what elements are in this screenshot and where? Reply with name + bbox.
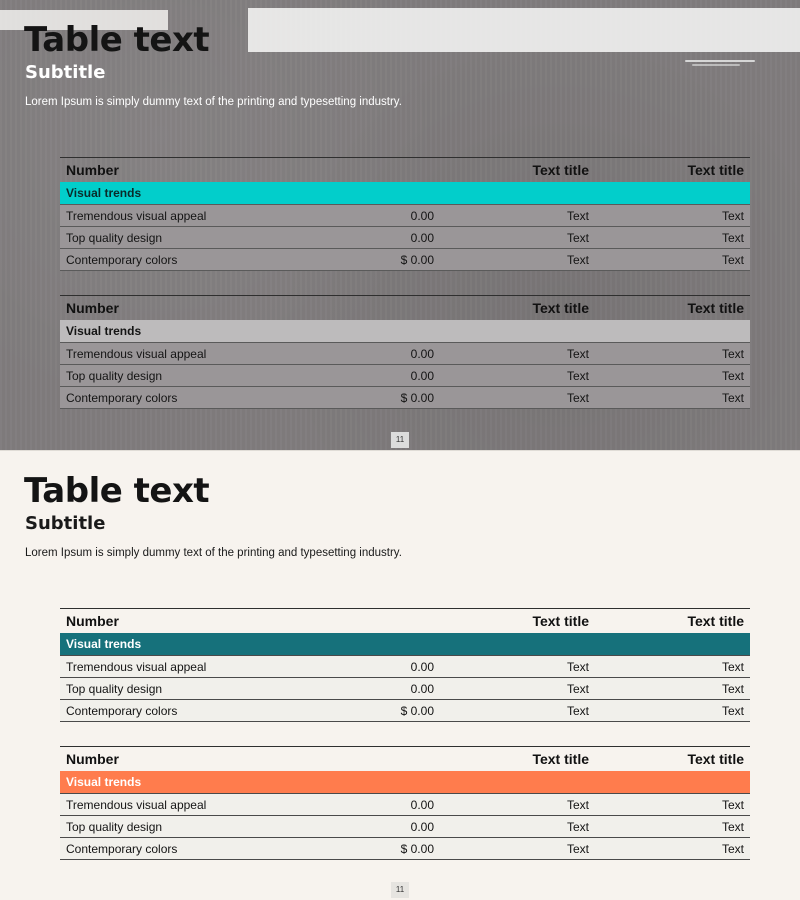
row-label: Top quality design [60,227,340,249]
table-header-row [60,158,750,183]
table-group-row [60,633,750,656]
data-table [60,157,750,271]
row-text: Text [595,816,750,838]
page-number: 11 [391,432,409,448]
row-text: Text [440,700,595,722]
row-text: Text [440,678,595,700]
row-text: Text [595,365,750,387]
column-header-number: Number [66,751,119,767]
row-text: Text [440,838,595,860]
brush-stroke-decoration [692,64,740,66]
row-label: Contemporary colors [60,387,340,409]
table-row [60,678,750,700]
table-group-row [60,320,750,343]
row-label: Top quality design [60,816,340,838]
row-value: $ 0.00 [340,249,440,271]
column-header-value [340,747,440,772]
row-label: Tremendous visual appeal [60,794,340,816]
slide-subtitle: Subtitle [25,62,106,83]
row-label: Tremendous visual appeal [60,205,340,227]
column-header-text-title: Text title [532,162,589,178]
table-row [60,205,750,227]
row-text: Text [440,227,595,249]
row-value: $ 0.00 [340,387,440,409]
row-value: 0.00 [340,205,440,227]
row-value: 0.00 [340,343,440,365]
slide-subtitle: Subtitle [25,513,106,534]
row-label: Contemporary colors [60,249,340,271]
brush-stroke-decoration [685,60,755,62]
row-text: Text [595,700,750,722]
column-header-text-title: Text title [687,751,744,767]
row-text: Text [595,205,750,227]
table-row [60,838,750,860]
slide-title: Table text [24,20,210,60]
row-text: Text [440,205,595,227]
column-header-text-title: Text title [532,613,589,629]
row-label: Contemporary colors [60,700,340,722]
row-text: Text [595,249,750,271]
row-text: Text [595,656,750,678]
group-label: Visual trends [60,320,750,343]
row-text: Text [595,227,750,249]
row-value: 0.00 [340,794,440,816]
slide-lead-text: Lorem Ipsum is simply dummy text of the printing and typesetting industry. [25,547,402,559]
table-row [60,387,750,409]
group-label: Visual trends [60,182,750,205]
table-row [60,249,750,271]
row-text: Text [595,678,750,700]
row-label: Tremendous visual appeal [60,343,340,365]
row-value: 0.00 [340,656,440,678]
column-header-number: Number [66,162,119,178]
column-header-value [340,158,440,183]
table-row [60,700,750,722]
table-row [60,656,750,678]
row-text: Text [440,365,595,387]
row-text: Text [595,838,750,860]
column-header-number: Number [66,613,119,629]
table-row [60,227,750,249]
table-row [60,365,750,387]
row-text: Text [595,343,750,365]
row-label: Top quality design [60,365,340,387]
row-text: Text [440,249,595,271]
column-header-text-title: Text title [532,751,589,767]
column-header-text-title: Text title [532,300,589,316]
row-label: Top quality design [60,678,340,700]
row-text: Text [440,816,595,838]
row-label: Tremendous visual appeal [60,656,340,678]
data-table [60,746,750,860]
table-row [60,794,750,816]
row-text: Text [595,794,750,816]
row-text: Text [440,387,595,409]
row-value: 0.00 [340,816,440,838]
page-number: 11 [391,882,409,898]
column-header-number: Number [66,300,119,316]
column-header-text-title: Text title [687,300,744,316]
group-label: Visual trends [60,633,750,656]
data-table [60,608,750,722]
row-text: Text [595,387,750,409]
column-header-text-title: Text title [687,613,744,629]
row-value: $ 0.00 [340,838,440,860]
table-header-row [60,296,750,321]
data-table [60,295,750,409]
row-text: Text [440,794,595,816]
row-value: 0.00 [340,678,440,700]
slide-title: Table text [24,471,210,511]
row-text: Text [440,656,595,678]
slide-lead-text: Lorem Ipsum is simply dummy text of the printing and typesetting industry. [25,96,402,108]
column-header-value [340,296,440,321]
table-header-row [60,747,750,772]
column-header-text-title: Text title [687,162,744,178]
row-text: Text [440,343,595,365]
column-header-value [340,609,440,634]
table-row [60,816,750,838]
row-value: 0.00 [340,365,440,387]
row-label: Contemporary colors [60,838,340,860]
row-value: 0.00 [340,227,440,249]
slide-cream [0,450,800,900]
table-group-row [60,182,750,205]
paper-texture-strip [248,8,800,52]
table-group-row [60,771,750,794]
table-header-row [60,609,750,634]
group-label: Visual trends [60,771,750,794]
table-row [60,343,750,365]
row-value: $ 0.00 [340,700,440,722]
